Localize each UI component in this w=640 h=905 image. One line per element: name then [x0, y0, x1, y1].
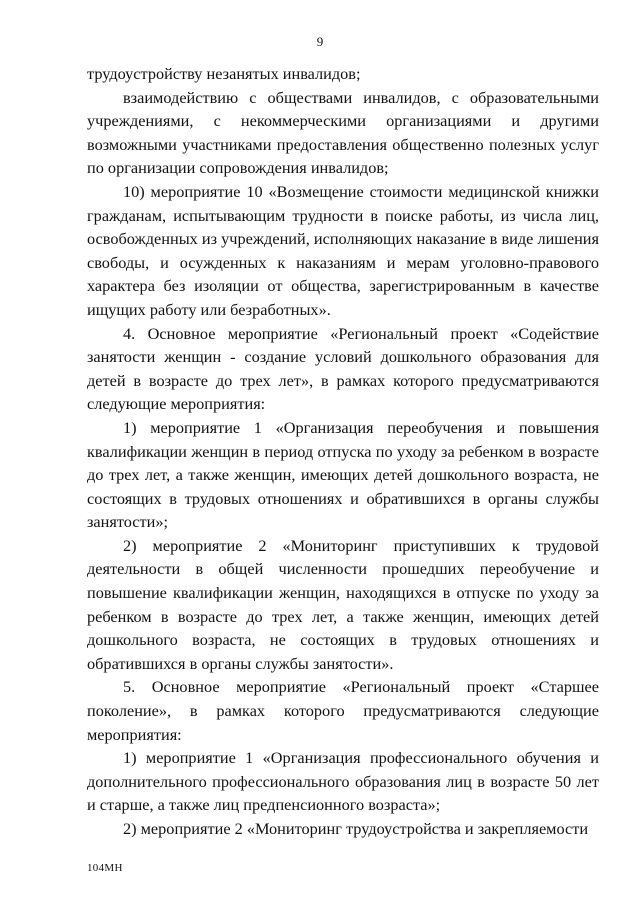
- paragraph-measure-10: 10) мероприятие 10 «Возмещение стоимости медицинской книжки гражданам, испытывающим трудности в поиске работы, из числа лиц, освобожденных из учреждений, исполняющих наказание в виде лишения свободы, и осужденных к наказаниям и мерам уголовно-правового характера без изоляции от общества, зарегистрированным в качестве ищущих работу или безработных».: [87, 181, 599, 319]
- paragraph-4-measure-2: 2) мероприятие 2 «Мониторинг приступивших к трудовой деятельности в общей численности прошедших переобучение и повышение квалификации женщин, находящихся в отпуске по уходу за ребенком в возрасте до трех лет, а также женщин, имеющих детей дошкольного возраста, не состоящих в трудовых отношениях и обратившихся в органы службы занятости».: [87, 535, 599, 673]
- paragraph-5-measure-2: 2) мероприятие 2 «Мониторинг трудоустройства и закрепляемости: [123, 819, 589, 838]
- paragraph-4-measure-1: 1) мероприятие 1 «Организация переобучения и повышения квалификации женщин в период отпуска по уходу за ребенком в возрасте до трех лет, а также женщин, имеющих детей дошкольного возраста, не состоящих в трудовых отношениях и обратившихся в органы службы занятости»;: [87, 417, 599, 532]
- paragraph-main-measure-4: 4. Основное мероприятие «Региональный проект «Содействие занятости женщин - создание условий дошкольного образования для детей в возрасте до трех лет», в рамках которого предусматриваются следующие мероприятия:: [87, 323, 599, 414]
- paragraph-5-measure-1: 1) мероприятие 1 «Организация профессионального обучения и дополнительного профессионального образования лиц в возрасте 50 лет и старше, а также лиц предпенсионного возраста»;: [87, 748, 599, 815]
- paragraph-continuation: трудоустройству незанятых инвалидов;: [87, 64, 361, 83]
- paragraph-interaction-societies: взаимодействию с обществами инвалидов, с образовательными учреждениями, с некоммерческими организациями и другими возможными участниками предоставления общественно полезных услуг по организации сопровождения инвалидов;: [87, 87, 599, 178]
- paragraph-main-measure-5: 5. Основное мероприятие «Региональный проект «Старшее поколение», в рамках которого предусматриваются следующие мероприятия:: [87, 677, 599, 744]
- footer-document-code: 104МН: [87, 862, 123, 874]
- document-body: [87, 62, 599, 841]
- page-number: 9: [316, 34, 324, 49]
